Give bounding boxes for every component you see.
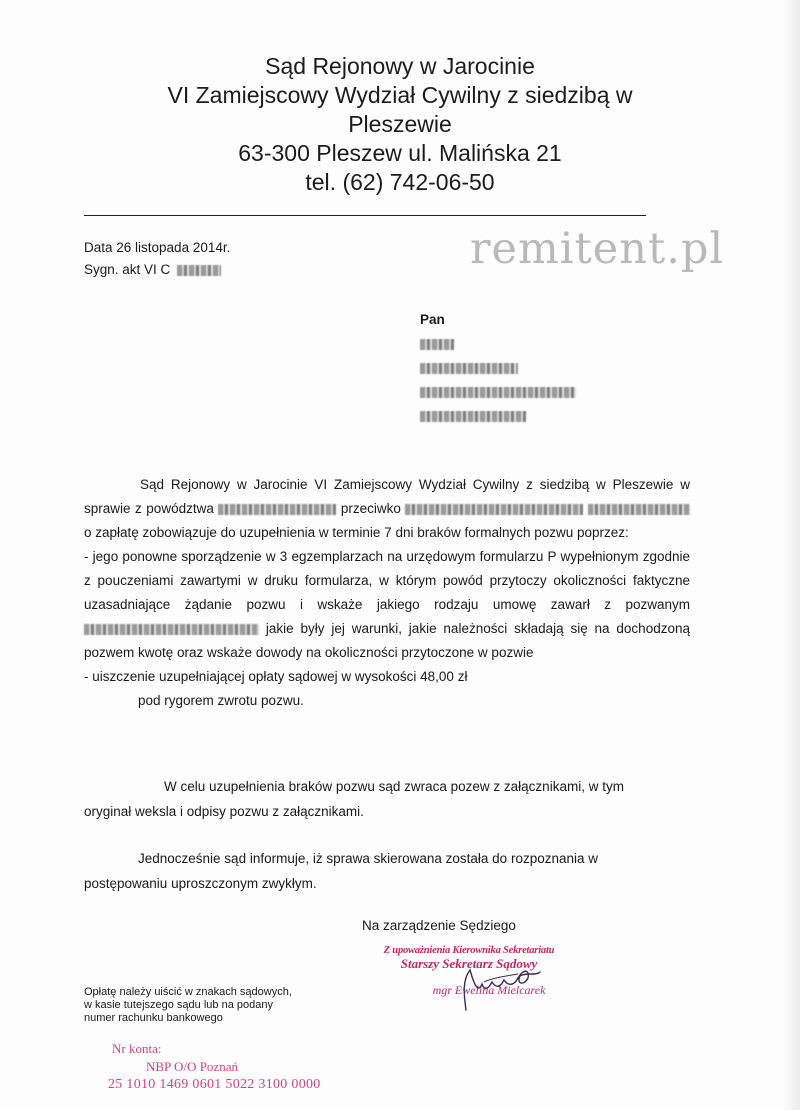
redacted-recipient-company — [420, 363, 518, 374]
list-item-redraft-part2: jakie były jej warunki, jakie należności składają się na dochodzoną pozwem kwotę oraz wskaże dowody na okoliczności przytoczone w pozwie — [84, 621, 690, 660]
bank-account-number: 25 1010 1469 0601 5022 3100 0000 — [108, 1077, 321, 1092]
bank-label: Nr konta: — [112, 1041, 162, 1056]
court-header — [60, 52, 740, 197]
redacted-recipient-city — [420, 411, 526, 422]
paragraph-procedure-line2: postępowaniu uproszczonym zwykłym. — [84, 876, 317, 891]
list-item-fee: - uiszczenie uzupełniającej opłaty sądowej w wysokości 48,00 zł — [84, 669, 468, 684]
paragraph-return-line1: W celu uzupełnienia braków pozwu sąd zwraca pozew z załącznikami, w tym — [164, 779, 624, 794]
header-line-department: VI Zamiejscowy Wydział Cywilny z siedzibą w — [167, 82, 633, 108]
list-item-redraft-part1: - jego ponowne sporządzenie w 3 egzemplarzach na urzędowym formularzu P wypełnionym zgodnie z pouczeniami zawartymi w druku formularza, w którym powód przytoczy okoliczności faktyczne uzasadniające żądanie pozwu i wskaże jakiego rodzaju umowę zawarł z pozwanym — [84, 549, 690, 612]
watermark: remitent.pl — [470, 224, 725, 274]
paragraph-summons — [84, 473, 690, 545]
recipient-block — [420, 308, 576, 428]
payment-note-line3: numer rachunku bankowego — [84, 1012, 223, 1024]
header-line-city: Pleszewie — [348, 111, 452, 137]
paragraph-summons-part1: Sąd Rejonowy w Jarocinie VI Zamiejscowy Wydział Cywilny z siedzibą w Pleszewie w sprawie z powództwa — [84, 477, 690, 516]
case-reference — [84, 259, 230, 281]
bank-stamp — [108, 1040, 321, 1094]
redacted-recipient-name — [420, 339, 454, 350]
scan-edge-shadow — [782, 0, 800, 1110]
body-text — [84, 473, 690, 713]
paragraph-procedure-line1: Jednocześnie sąd informuje, iż sprawa skierowana została do rozpoznania w — [138, 851, 598, 866]
document-date: Data 26 listopada 2014r. — [84, 240, 231, 255]
redacted-defendant — [405, 504, 583, 515]
redacted-defendant-cont — [588, 504, 690, 515]
document-meta — [84, 237, 230, 281]
payment-note-line2: w kasie tutejszego sądu lub na podany — [84, 999, 273, 1011]
signature-label: Na zarządzenie Sędziego — [362, 918, 516, 933]
paragraph-return-line2: oryginał weksla i odpisy pozwu z załącznikami. — [84, 804, 364, 819]
header-line-court: Sąd Rejonowy w Jarocinie — [265, 53, 535, 79]
stamp-position: Starszy Sekretarz Sądowy — [400, 956, 538, 971]
paragraph-summons-part2: przeciwko — [340, 501, 401, 516]
header-line-address: 63-300 Pleszew ul. Malińska 21 — [238, 140, 562, 166]
case-reference-prefix: Sygn. akt VI C — [84, 262, 171, 277]
stamp-name: mgr Ewelina Mielcarek — [432, 983, 546, 997]
header-line-phone: tel. (62) 742-06-50 — [305, 169, 495, 195]
stamp-authority: Z upoważnienia Kierownika Sekretariatu — [383, 945, 555, 956]
header-rule — [84, 215, 646, 216]
payment-note-line1: Opłatę należy uiścić w znakach sądowych, — [84, 986, 292, 998]
bank-name: NBP O/O Poznań — [146, 1059, 238, 1074]
redacted-defendant-name — [84, 624, 259, 635]
handwritten-signature — [448, 960, 558, 1020]
rigor-clause: pod rygorem zwrotu pozwu. — [138, 693, 304, 708]
recipient-title: Pan — [420, 312, 445, 327]
payment-note — [84, 986, 292, 1025]
list-item-redraft — [84, 545, 690, 665]
redacted-case-number — [177, 265, 221, 276]
paragraph-summons-part3: o zapłatę zobowiązuje do uzupełnienia w terminie 7 dni braków formalnych pozwu poprzez: — [84, 525, 629, 540]
redacted-plaintiff — [218, 504, 336, 515]
redacted-recipient-street — [420, 387, 576, 398]
